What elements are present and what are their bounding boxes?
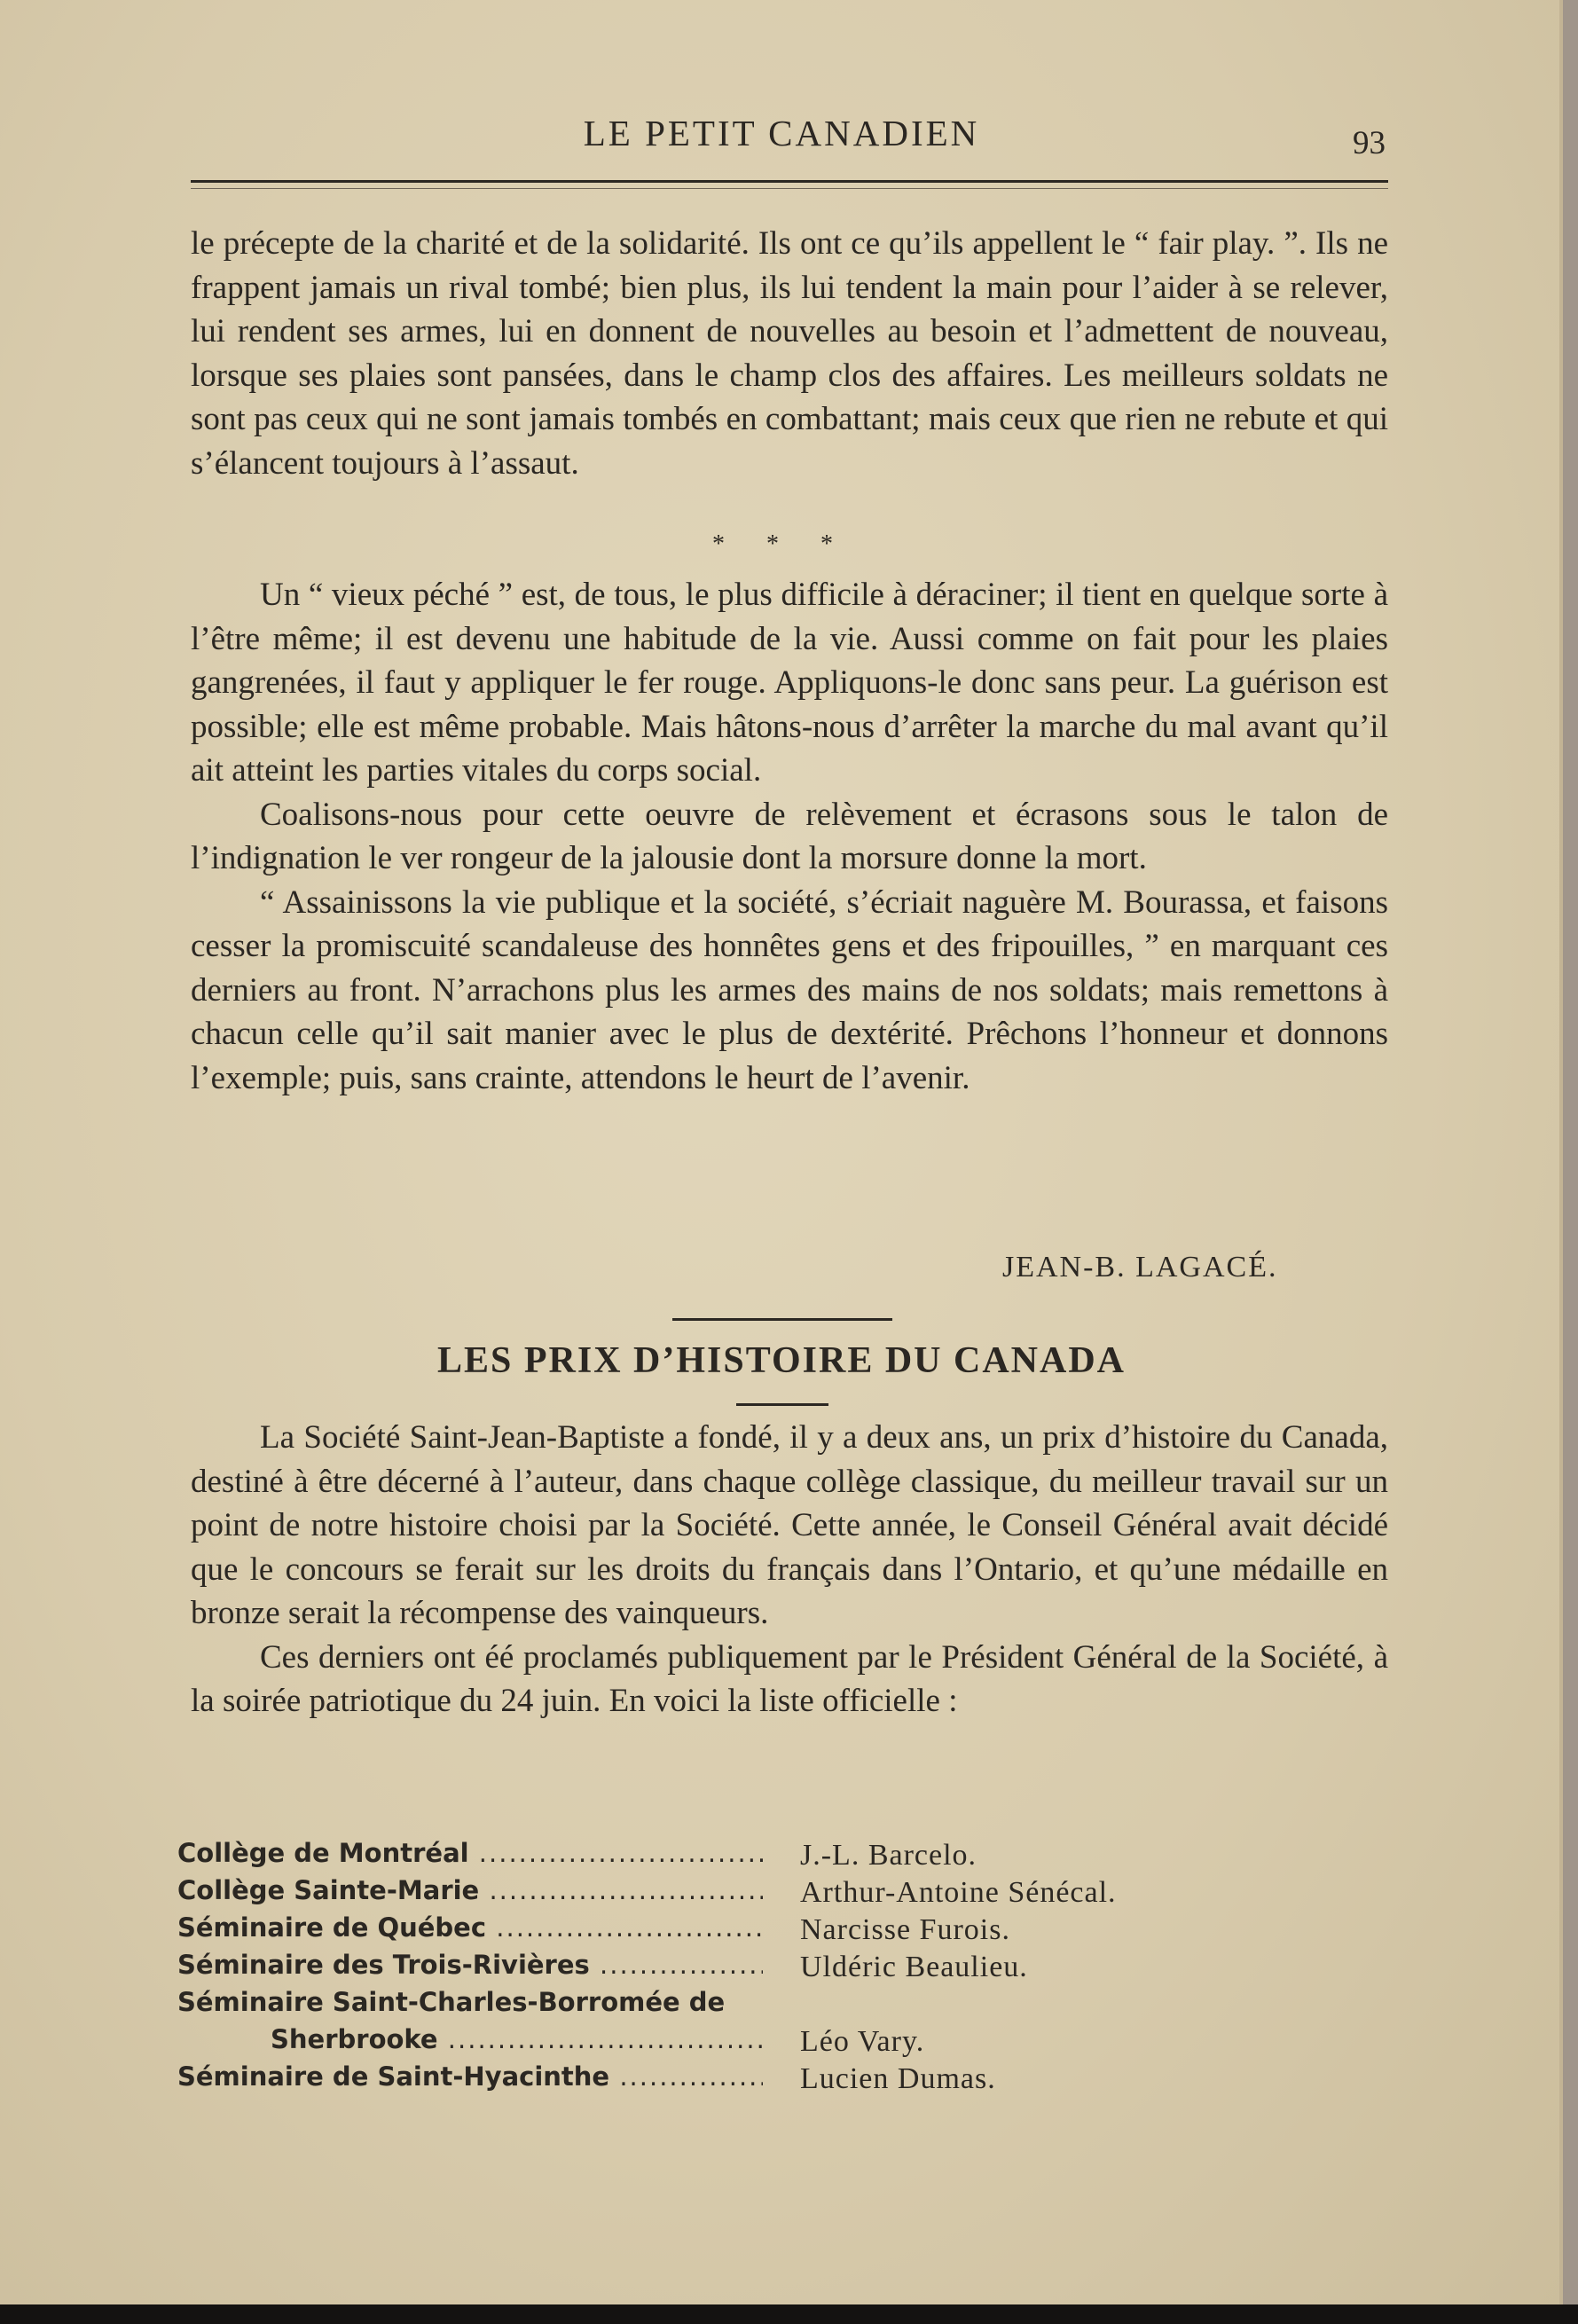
- prize-list: [177, 1834, 1419, 2095]
- college-name: Séminaire Saint-Charles-Borromée de: [177, 1987, 726, 2017]
- list-item: [177, 2021, 1419, 2058]
- section-separator: * * *: [712, 530, 851, 558]
- list-item: [177, 1834, 1419, 1872]
- article-paragraph: le précepte de la charité et de la solidarité. Ils ont ce qu’ils appellent le “ fair play. ”. Ils ne frappent jamais un rival tombé; bien plus, ils lui tendent la main pour l’aider à se relever, lui rendent ses armes, lui en donnent de nouvelles au besoin et l’admettent de nouveau, lorsque ses plaies sont pansées, dans le champ clos des affaires. Les meilleurs soldats ne sont pas ceux qui ne sont jamais tombés en combattant; mais ceux que rien ne rebute et qui s’élancent toujours à l’assaut.: [191, 225, 1388, 482]
- college-name: Séminaire de Saint-Hyacinthe .....: [177, 2058, 763, 2095]
- laureate-name: Narcisse Furois.: [800, 1913, 1010, 1946]
- laureate-name: Léo Vary.: [800, 2025, 925, 2058]
- section-body: [191, 1416, 1388, 1723]
- list-item: [177, 1872, 1419, 1909]
- laureate-name: Lucien Dumas.: [800, 2062, 996, 2095]
- header-rule-thin: [191, 188, 1388, 189]
- article-paragraph: Un “ vieux péché ” est, de tous, le plus difficile à déraciner; il tient en quelque sorte à l’être même; il est devenu une habitude de la vie. Aussi comme on fait pour les plaies gangrenées, il faut y appliquer le fer rouge. Appliquons-le donc sans peur. La guérison est possible; elle est même probable. Mais hâtons-nous d’arrêter la marche du mal avant qu’il ait atteint les parties vitales du corps social.: [191, 577, 1388, 789]
- college-name-continued: Sherbrooke .....: [177, 2021, 763, 2058]
- list-item: [177, 1983, 1419, 2021]
- article-paragraph: Coalisons-nous pour cette oeuvre de relèvement et écrasons sous le talon de l’indignation le ver rongeur de la jalousie dont la morsure donne la mort.: [191, 796, 1388, 876]
- section-paragraph: Ces derniers ont éé proclamés publiquement par le Président Général de la Société, à la soirée patriotique du 24 juin. En voici la liste officielle :: [191, 1638, 1388, 1719]
- college-name: Collège de Montréal .....: [177, 1834, 763, 1872]
- laureate-name: J.-L. Barcelo.: [800, 1839, 977, 1872]
- laureate-name: Uldéric Beaulieu.: [800, 1951, 1028, 1983]
- section-title: LES PRIX D’HISTOIRE DU CANADA: [437, 1340, 1126, 1381]
- title-rule-bottom: [736, 1403, 828, 1406]
- college-name: Séminaire des Trois-Rivières .....: [177, 1946, 763, 1983]
- list-item: [177, 1946, 1419, 1983]
- page-edge: [1563, 0, 1578, 2324]
- article-body-top: [191, 222, 1388, 485]
- article-paragraph: “ Assainissons la vie publique et la société, s’écriait naguère M. Bourassa, et faisons cesser la promiscuité scandaleuse des honnêtes gens et des fripouilles, ” en marquant ces derniers au front. N’arrachons plus les armes des mains de nos soldats; mais remettons à chacun celle qu’il sait manier avec le plus de dextérité. Prêchons l’honneur et donnons l’exemple; puis, sans crainte, attendons le heurt de l’avenir.: [191, 883, 1388, 1096]
- author-signature: JEAN-B. LAGACÉ.: [1002, 1251, 1278, 1284]
- running-header-title: LE PETIT CANADIEN: [583, 113, 980, 153]
- college-name: Séminaire de Québec .....: [177, 1909, 763, 1946]
- list-item: [177, 1909, 1419, 1946]
- page-number: 93: [1353, 125, 1386, 161]
- laureate-name: Arthur-Antoine Sénécal.: [800, 1876, 1117, 1909]
- list-item: [177, 2058, 1419, 2095]
- college-name: Collège Sainte-Marie .....: [177, 1872, 763, 1909]
- header-rule: [191, 180, 1388, 183]
- article-body: [191, 573, 1388, 1100]
- scan-background: [0, 2304, 1578, 2324]
- section-paragraph: La Société Saint-Jean-Baptiste a fondé, il y a deux ans, un prix d’histoire du Canada, destiné à être décerné à l’auteur, dans chaque collège classique, du meilleur travail sur un point de notre histoire choisi par la Société. Cette année, le Conseil Général avait décidé que le concours se ferait sur les droits du français dans l’Ontario, et qu’une médaille en bronze serait la récompense des vainqueurs.: [191, 1419, 1388, 1631]
- title-rule-top: [672, 1318, 892, 1321]
